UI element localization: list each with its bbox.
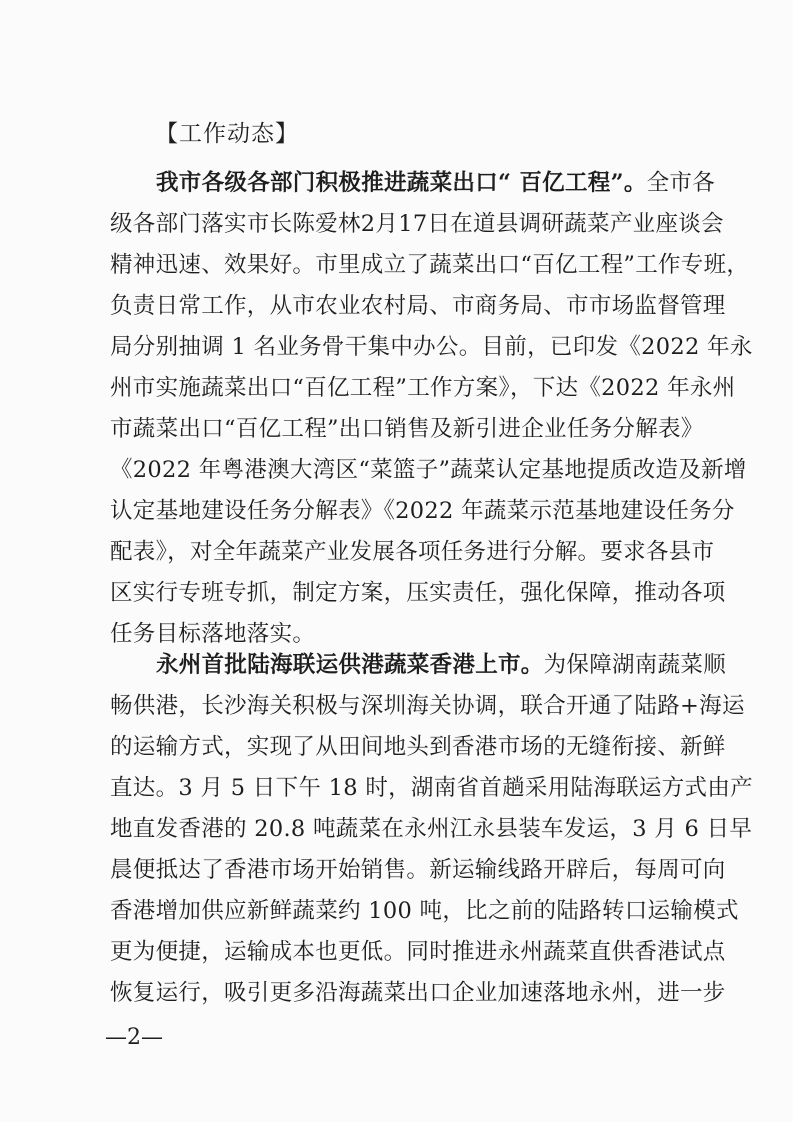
paragraph1-line: 《2022 年粤港澳大湾区“菜篮子”蔬菜认定基地提质改造及新增 [110,457,747,483]
paragraph1-line: 任务目标落地落实。 [110,621,316,647]
paragraph2-line: 畅供港，长沙海关积极与深圳海关协调，联合开通了陆路+海运 [110,693,745,719]
paragraph2-first-line [156,645,726,685]
page-number: —2— [105,1025,163,1050]
paragraph2-line: 更为便捷，运输成本也更低。同时推进永州蔬菜直供香港试点 [110,939,726,965]
paragraph2-lead: 永州首批陆海联运供港蔬菜香港上市。 [156,652,544,678]
paragraph1-line: 精神迅速、效果好。市里成立了蔬菜出口“百亿工程”工作专班， [110,252,750,278]
paragraph1-line: 市蔬菜出口“百亿工程”出口销售及新引进企业任务分解表》 [110,416,704,442]
paragraph1-line: 局分别抽调 1 名业务骨干集中办公。目前，已印发《2022 年永 [110,334,753,360]
paragraph2-line: 晨便抵达了香港市场开始销售。新运输线路开辟后，每周可向 [110,857,726,883]
paragraph2-line: 直达。3 月 5 日下午 18 时，湖南省首趟采用陆海联运方式由产 [110,775,753,801]
paragraph1-first-line-rest: 全市各 [646,170,716,196]
paragraph1-line: 认定基地建设任务分解表》《2022 年蔬菜示范基地建设任务分 [110,498,735,524]
paragraph1-line: 负责日常工作，从市农业农村局、市商务局、市市场监督管理 [110,293,726,319]
paragraph1-line: 级各部门落实市长陈爱林2月17日在道县调研蔬菜产业座谈会 [110,211,724,237]
paragraph1-first-line [156,163,715,203]
paragraph2-line: 的运输方式，实现了从田间地头到香港市场的无缝衔接、新鲜 [110,734,726,760]
paragraph1-line: 区实行专班专抓，制定方案，压实责任，强化保障，推动各项 [110,580,726,606]
paragraph2-first-line-rest: 为保障湖南蔬菜顺 [543,652,727,678]
paragraph1-line: 州市实施蔬菜出口“百亿工程”工作方案》，下达《2022 年永州 [110,375,736,401]
paragraph1-lead: 我市各级各部门积极推进蔬菜出口“ 百亿工程”。 [156,170,647,196]
paragraph2-line: 地直发香港的 20.8 吨蔬菜在永州江永县装车发运，3 月 6 日早 [110,816,753,842]
paragraph2-line: 恢复运行，吸引更多沿海蔬菜出口企业加速落地永州，进一步 [110,980,726,1006]
section-heading: 【工作动态】 [155,121,299,147]
paragraph2-line: 香港增加供应新鲜蔬菜约 100 吨，比之前的陆路转口运输模式 [110,898,739,924]
paragraph1-line: 配表》，对全年蔬菜产业发展各项任务进行分解。要求各县市 [110,539,715,565]
